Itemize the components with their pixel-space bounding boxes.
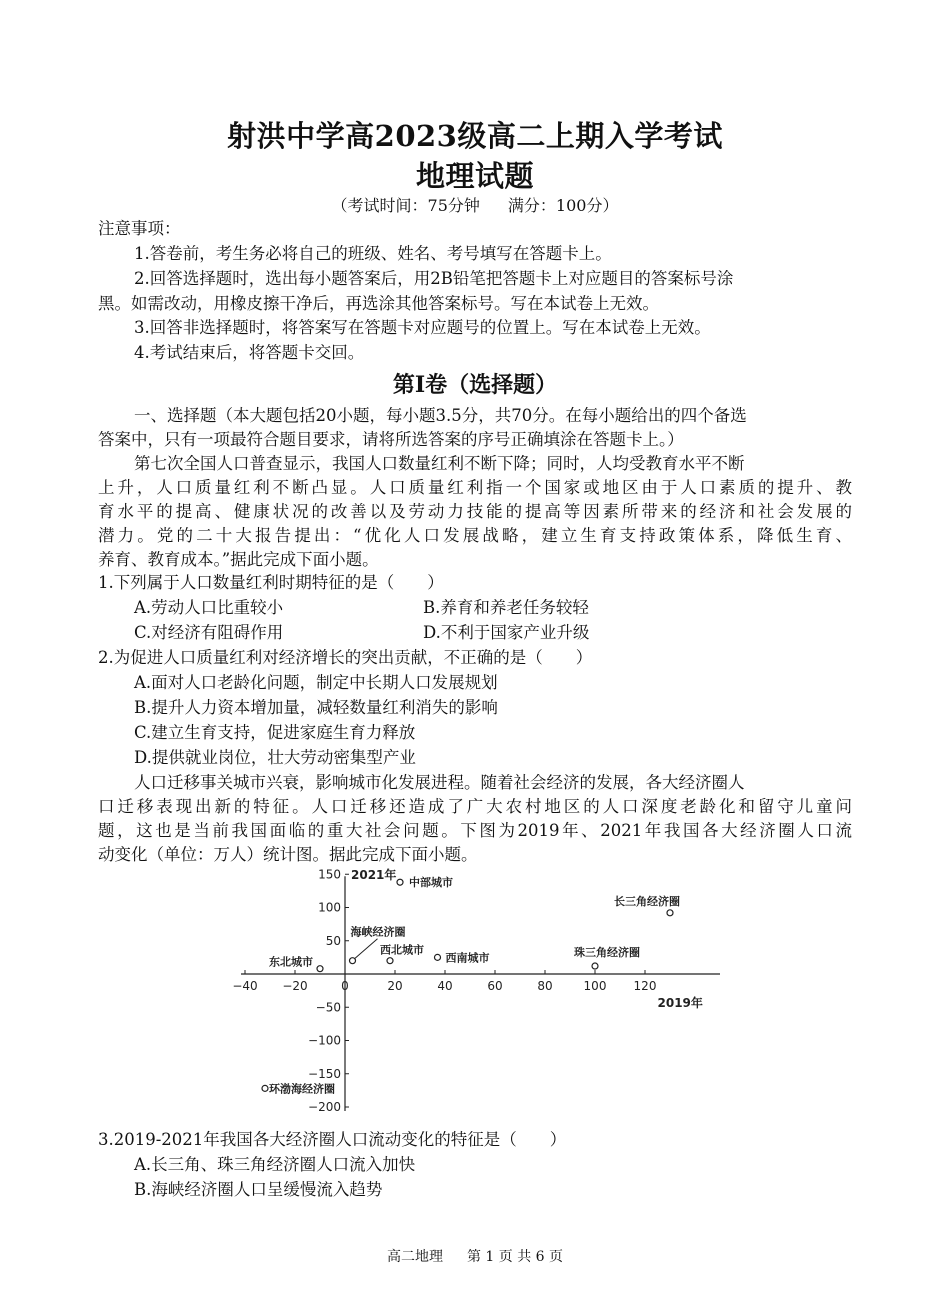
passage1-line2: 上升，人口质量红利不断凸显。人口质量红利指一个国家或地区由于人口素质的提升、教 [98, 478, 852, 497]
q3-stem: 3.2019-2021年我国各大经济圈人口流动变化的特征是（ ） [98, 1130, 567, 1149]
x-tick-label: 40 [437, 979, 453, 993]
data-point-label: 海峡经济圈 [350, 925, 406, 939]
leader-line [355, 939, 378, 959]
data-point-label: 环渤海经济圈 [269, 1082, 335, 1096]
data-point [397, 879, 403, 885]
q3-option-b: B.海峡经济圈人口呈缓慢流入趋势 [134, 1180, 383, 1199]
q1-option-b: B.养育和养老任务较轻 [423, 598, 589, 617]
notice-item-2-line1: 2.回答选择题时，选出每小题答案后，用2B铅笔把答题卡上对应题目的答案标号涂 [134, 269, 734, 288]
data-point-label: 西北城市 [380, 943, 424, 957]
x-axis-title: 2019年 [657, 996, 703, 1010]
data-point-label: 东北城市 [269, 955, 313, 969]
y-tick-label: −100 [308, 1033, 341, 1048]
section-title: 第I卷（选择题） [392, 372, 558, 398]
population-flow-scatter-chart [228, 866, 728, 1128]
data-point [387, 958, 393, 964]
passage2-line2: 口迁移表现出新的特征。人口迁移还造成了广大农村地区的人口深度老龄化和留守儿童问 [98, 797, 852, 816]
notice-item-1: 1.答卷前，考生务必将自己的班级、姓名、考号填写在答题卡上。 [134, 244, 612, 263]
data-point-label: 西南城市 [445, 951, 490, 965]
exam-subtitle: 地理试题 [415, 159, 534, 193]
x-tick-label: 20 [387, 979, 403, 993]
q1-option-d: D.不利于国家产业升级 [423, 623, 590, 642]
y-tick-label: −50 [315, 1000, 341, 1015]
passage1-line4: 潜力。党的二十大报告提出：“优化人口发展战略，建立生育支持政策体系，降低生育、 [98, 526, 852, 545]
passage2-line1: 人口迁移事关城市兴衰，影响城市化发展进程。随着社会经济的发展，各大经济圈人 [134, 773, 745, 792]
q1-option-a: A.劳动人口比重较小 [134, 598, 284, 617]
y-axis-title: 2021年 [351, 868, 397, 882]
exam-meta [0, 193, 950, 216]
passage1-line1: 第七次全国人口普查显示，我国人口数量红利不断下降；同时，人均受教育水平不断 [134, 454, 745, 473]
passage2-line3: 题，这也是当前我国面临的重大社会问题。下图为2019年、2021年我国各大经济圈人口流 [98, 821, 852, 840]
notice-item-2-line2: 黑。如需改动，用橡皮擦干净后，再选涂其他答案标号。写在本试卷上无效。 [98, 294, 659, 313]
x-tick-label: −40 [232, 979, 258, 993]
x-tick-label: −20 [282, 979, 308, 993]
q2-option-a: A.面对人口老龄化问题，制定中长期人口发展规划 [134, 673, 498, 692]
data-point [262, 1085, 268, 1091]
x-tick-label: 100 [583, 979, 607, 993]
y-tick-label: −150 [308, 1066, 341, 1081]
y-tick-label: −200 [308, 1100, 341, 1114]
x-tick-label: 0 [341, 979, 349, 993]
q3-option-a: A.长三角、珠三角经济圈人口流入加快 [134, 1155, 416, 1174]
q2-stem: 2.为促进人口质量红利对经济增长的突出贡献，不正确的是（ ） [98, 648, 593, 667]
page-footer [0, 1246, 950, 1266]
data-point-label: 中部城市 [409, 876, 453, 890]
y-tick-label: 100 [318, 900, 341, 915]
full-score: 满分：100分） [507, 196, 619, 215]
y-tick-label: 50 [325, 933, 341, 948]
x-tick-label: 120 [633, 979, 657, 993]
y-tick-label: 150 [318, 867, 341, 882]
data-point-label: 珠三角经济圈 [574, 946, 640, 960]
footer-subject: 高二地理 [386, 1249, 443, 1265]
data-point [317, 966, 323, 972]
exam-time: （考试时间：75分钟 [331, 196, 480, 215]
x-tick-label: 60 [487, 979, 503, 993]
q2-option-c: C.建立生育支持，促进家庭生育力释放 [134, 723, 416, 742]
data-point [592, 963, 598, 969]
passage1-line3: 育水平的提高、健康状况的改善以及劳动力技能的提高等因素所带来的经济和社会发展的 [98, 502, 852, 521]
notice-item-3: 3.回答非选择题时，将答案写在答题卡对应题号的位置上。写在本试卷上无效。 [134, 318, 711, 337]
q2-option-d: D.提供就业岗位，壮大劳动密集型产业 [134, 748, 416, 767]
notice-heading: 注意事项： [98, 219, 181, 238]
x-tick-label: 80 [537, 979, 553, 993]
q2-option-b: B.提升人力资本增加量，减轻数量红利消失的影响 [134, 698, 498, 717]
data-point [435, 954, 441, 960]
q1-stem: 1.下列属于人口数量红利时期特征的是（ ） [98, 573, 444, 592]
notice-item-4: 4.考试结束后，将答题卡交回。 [134, 343, 365, 362]
data-point-label: 长三角经济圈 [614, 894, 680, 908]
footer-page-number: 第 1 页 共 6 页 [466, 1249, 564, 1265]
passage1-line5: 养育、教育成本。”据此完成下面小题。 [98, 550, 379, 569]
exam-title: 射洪中学高2023级高二上期入学考试 [227, 119, 723, 153]
section-intro-line1: 一、选择题（本大题包括20小题，每小题3.5分，共70分。在每小题给出的四个备选 [134, 406, 747, 425]
q1-option-c: C.对经济有阻碍作用 [134, 623, 284, 642]
data-point [667, 910, 673, 916]
section-intro-line2: 答案中，只有一项最符合题目要求，请将所选答案的序号正确填涂在答题卡上。） [98, 430, 684, 449]
passage2-line4: 动变化（单位：万人）统计图。据此完成下面小题。 [98, 845, 478, 864]
